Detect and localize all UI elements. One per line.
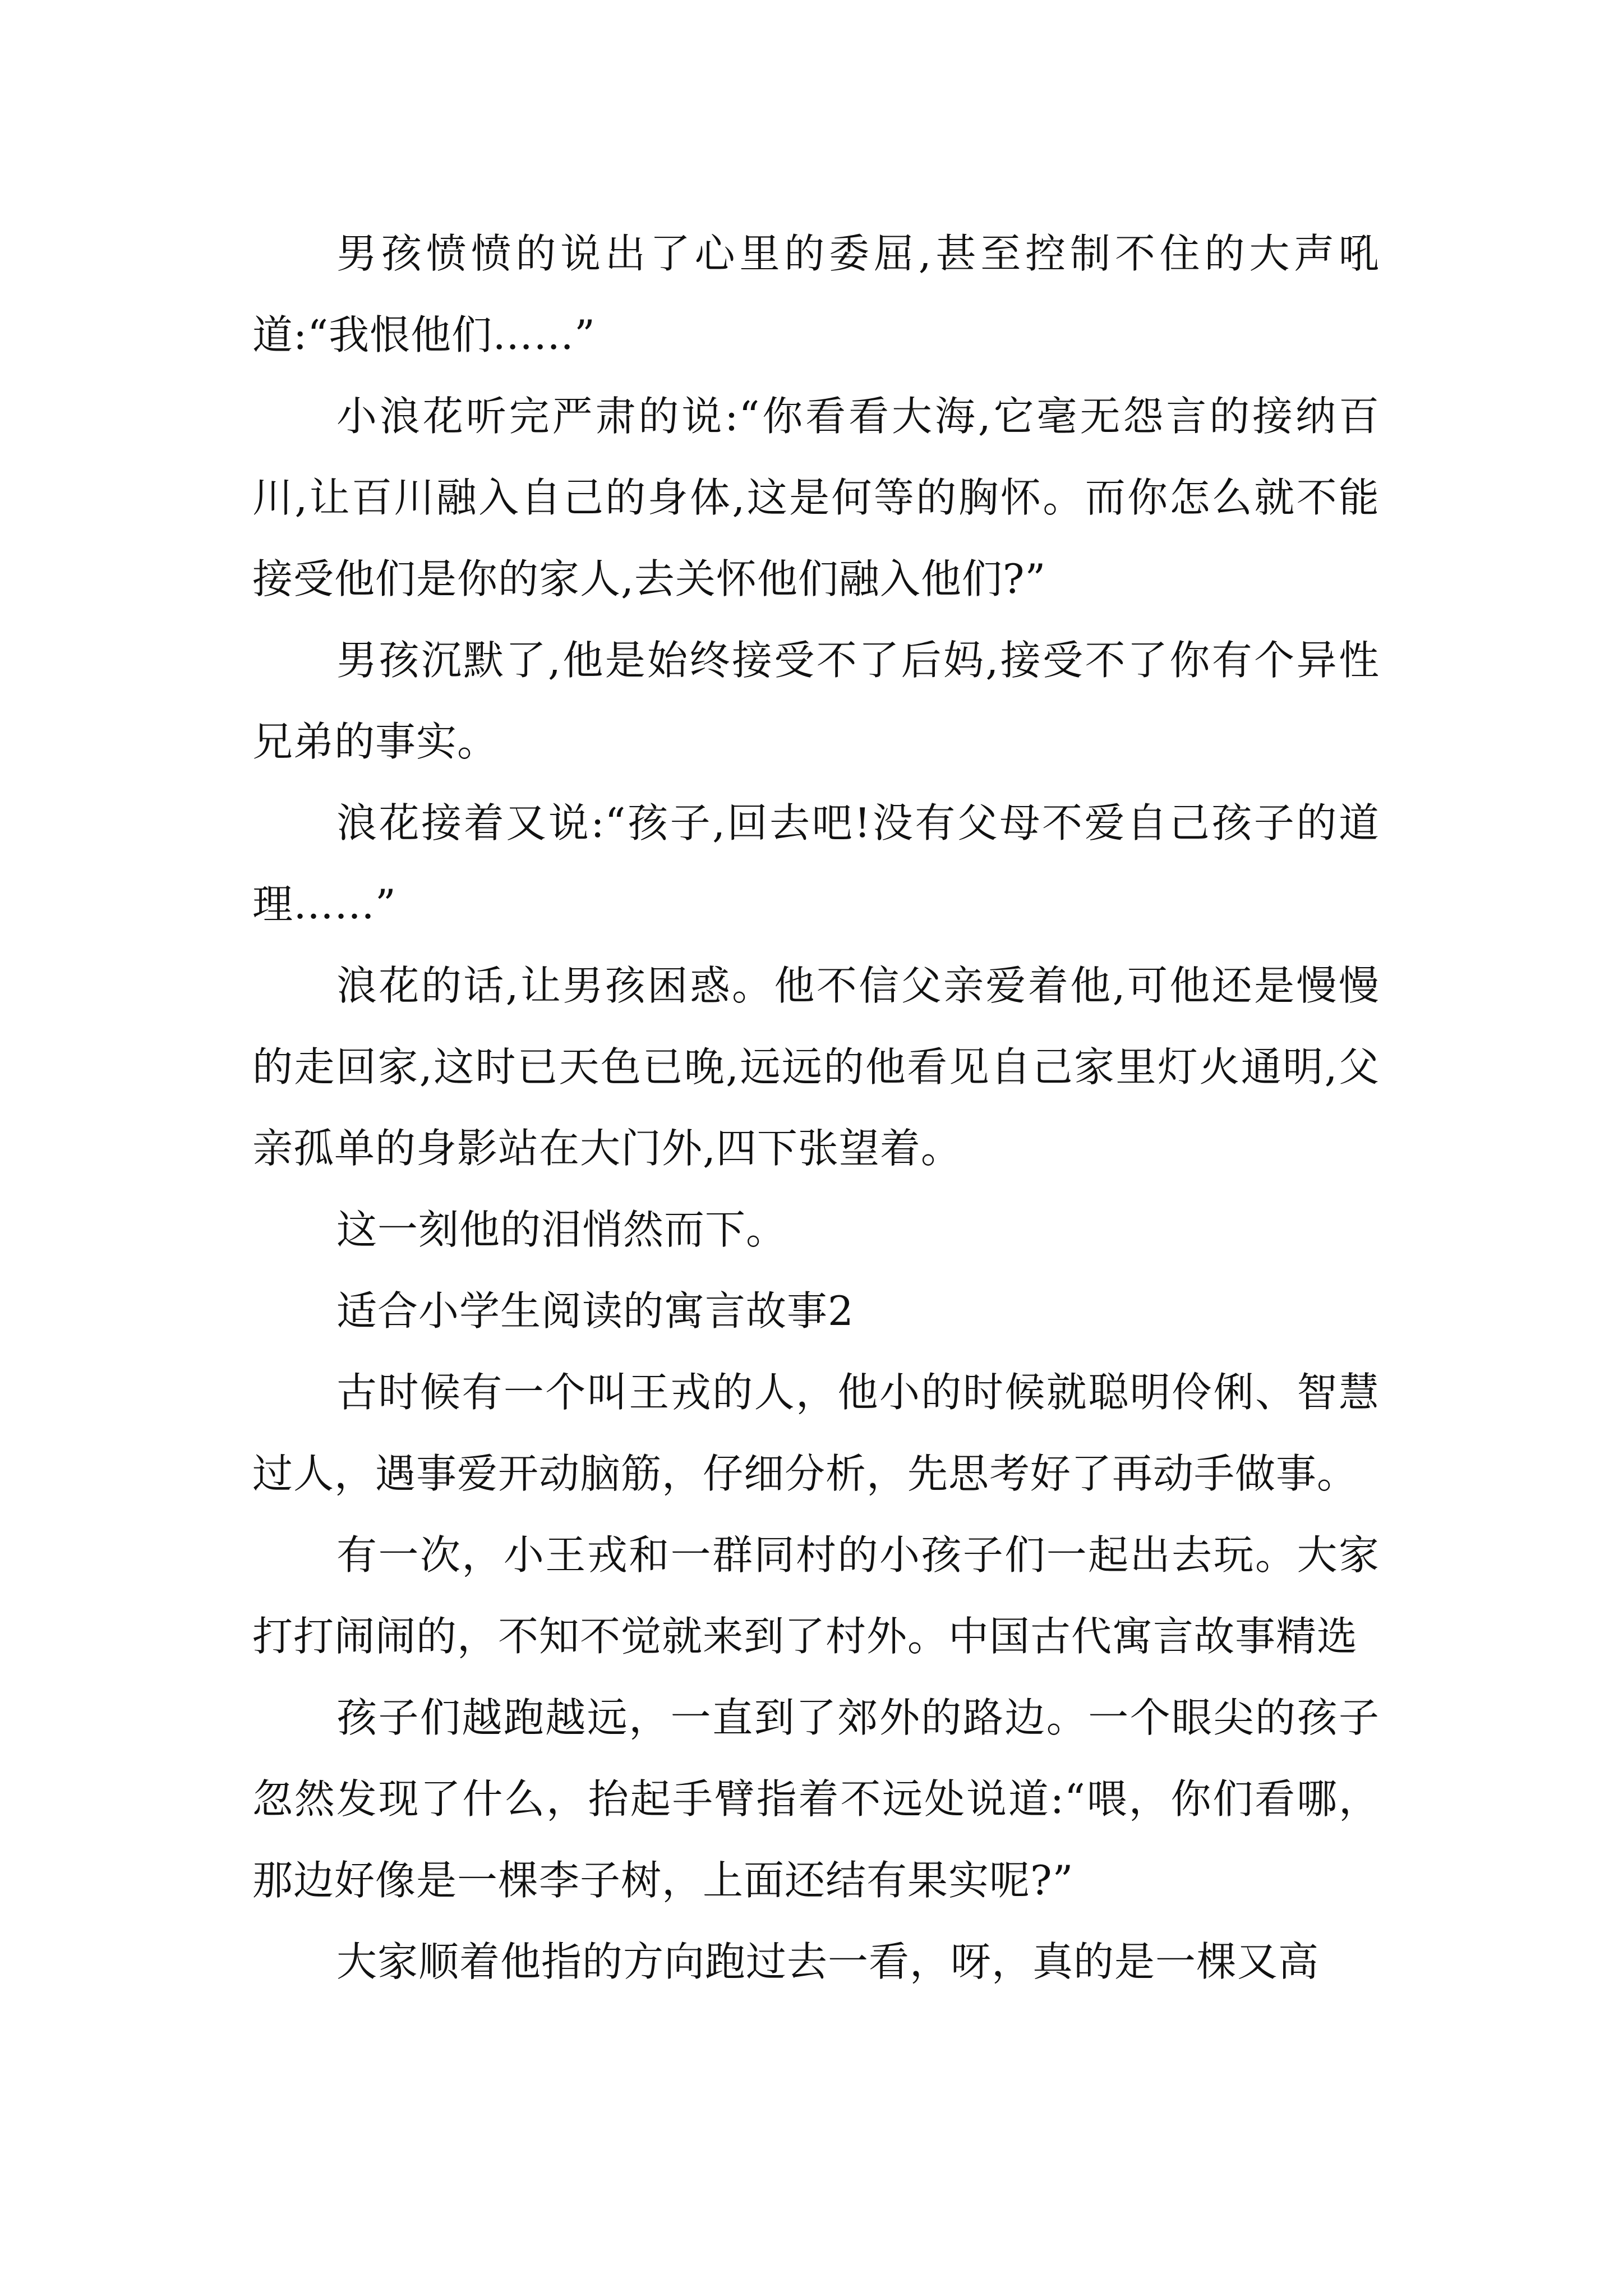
- paragraph: 这一刻他的泪悄然而下。: [336, 1206, 787, 1253]
- paragraph: 浪花的话,让男孩困惑。他不信父亲爱着他,可他还是慢慢的走回家,这时已天色已晚,远远的他看见自己家里灯火通明,父亲孤单的身影站在大门外,四下张望着。: [252, 962, 1380, 1172]
- paragraph: 男孩愤愤的说出了心里的委屈,甚至控制不住的大声吼道:“我恨他们……”: [252, 230, 1380, 358]
- section-heading: 适合小学生阅读的寓言故事2: [336, 1287, 854, 1335]
- paragraph: 浪花接着又说:“孩子,回去吧!没有父母不爱自己孩子的道理……”: [252, 799, 1380, 928]
- paragraph: 男孩沉默了,他是始终接受不了后妈,接受不了你有个异性兄弟的事实。: [252, 637, 1380, 765]
- paragraph: 有一次，小王戎和一群同村的小孩子们一起出去玩。大家打打闹闹的，不知不觉就来到了村外。中国古代寓言故事精选: [252, 1531, 1380, 1660]
- paragraph: 古时候有一个叫王戎的人，他小的时候就聪明伶俐、智慧过人，遇事爱开动脑筋，仔细分析，先思考好了再动手做事。: [252, 1369, 1380, 1497]
- paragraph: 孩子们越跑越远，一直到了郊外的路边。一个眼尖的孩子忽然发现了什么，抬起手臂指着不远处说道:“喂，你们看哪，那边好像是一棵李子树，上面还结有果实呢?”: [252, 1694, 1380, 1904]
- paragraph: 小浪花听完严肃的说:“你看看大海,它毫无怨言的接纳百川,让百川融入自己的身体,这是何等的胸怀。而你怎么就不能接受他们是你的家人,去关怀他们融入他们?”: [252, 393, 1380, 602]
- paragraph: 大家顺着他指的方向跑过去一看，呀，真的是一棵又高: [336, 1938, 1320, 1985]
- document-body: [252, 213, 1380, 2003]
